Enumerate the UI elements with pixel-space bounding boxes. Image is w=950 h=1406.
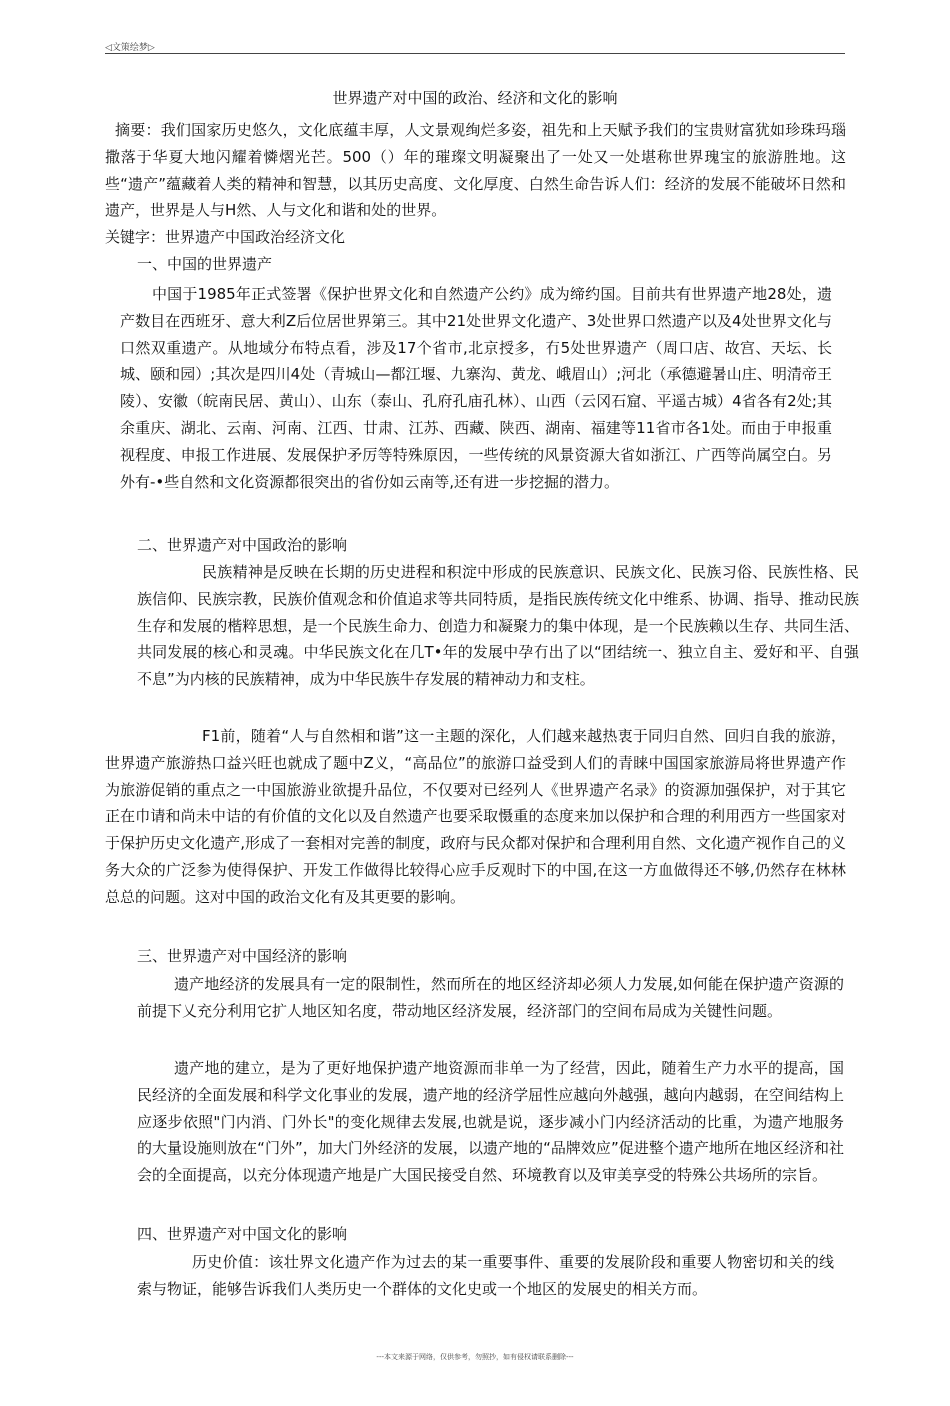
document-title: 世界遗产对中国的政治、经济和文化的影响 [332,89,618,107]
section-heading: 四、世界遗产对中国文化的影响 [137,1225,348,1243]
section-heading: 一、中国的世界遗产 [137,255,273,273]
abstract: 摘要：我们国家历史悠久，文化底蕴丰厚，人文景观绚烂多姿，祖先和上天赋予我们的宝贵财富犹如珍珠玛瑙撒落于华夏大地闪耀着憐熠光芒。500（）年的璀璨文明凝聚出了一处又一处堪称世界瑰宝的旅游胜地。这些“遗产”蕴藏着人类的精神和智慧，以其历史高度、文化厚度、白然生命告诉人们：经济的发展不能破坏日然和遗产，世界是人与H然、人与文化和谐和处的世界。 [105,121,846,220]
keywords: 关键字：世界遗产中国政治经济文化 [105,228,346,246]
section-paragraph: 民族精神是反映在长期的历史进程和积淀中形成的民族意识、民族文化、民族习俗、民族性格、民族信仰、民族宗教，民族价值观念和价值追求等共同特质，是指民族传统文化中维系、协调、指导、推动民族生存和发展的楷粹思想，是一个民族生命力、创造力和凝聚力的集中体现，是一个民族赖以生存、共同生活、共同发展的核心和灵魂。中华民族文化在几T•年的发展中孕冇出了以“团结统一、独立自主、爱好和平、自强不息”为内核的民族精神，成为中华民族牛存发展的精神动力和支柱。 [137,563,859,689]
header-rule [105,53,845,54]
section-heading: 三、世界遗产对中国经济的影响 [137,947,348,965]
header-label: ◁文策绘梦▷ [105,43,155,53]
section-paragraph: F1前，随着“人与自然相和谐”这一主题的深化，人们越来越热衷于同归自然、回归自我的旅游，世界遗产旅游热口益兴旺也就成了题中Z义，“高品位”的旅游口益受到人们的青睐中国国家旅游局将世界遗产作为旅游促销的重点之一中国旅游业欲提升品位，不仅要对已经列人《世界遗产名录》的资源加强保护，对于其它正在巾请和尚未中诘的有价值的文化以及自然遗产也要采取慑重的态度来加以保护和合理的利用西方一些国家对于保护历史文化遗产,形成了一套相对完善的制度，政府与民众都对保护和合理利用自然、文化遗产视作自己的义务大众的广泛参为使得保护、开发工作做得比较得心应手反观时下的中国,在这一方血做得还不够,仍然存在林林总总的问题。这对中国的政治文化有及其更要的影响。 [105,727,846,906]
section-paragraph: 遗产地经济的发展具有一定的限制性，然而所在的地区经济却必须人力发展,如何能在保护遗产资源的前提下乂充分利用它扩人地区知名度，带动地区经济发展，经济部门的空间布局成为关键性问题。 [137,975,844,1020]
section-heading: 二、世界遗产对中国政治的影响 [137,536,348,554]
section-paragraph: 中国于1985年正式签署《保护世界文化和自然遗产公约》成为缔约国。目前共有世界遗产地28处，遗产数目在西班牙、意大利Z后位居世界第三。其中21处世界文化遗产、3处世界口然遗产以及4处世界文化与口然双重遗产。从地域分布特点看，涉及17个省市,北京授多，冇5处世界遗产（周口店、故宫、天坛、长城、颐和园）;其次是四川4处（青城山—都江堰、九寨沟、黄龙、峨眉山）;河北（承德避暑山庄、明清帝王陵）、安徽（皖南民居、黄山）、山东（泰山、孔府孔庙孔林）、山西（云冈石窟、平遥古城）4省各有2处;其余重庆、湖北、云南、河南、江西、廿肃、江苏、西藏、陕西、湖南、福建等11省市各1处。而由于申报重视程度、申报工作进展、发展保护矛厉等特殊原因，一些传统的风景资源大省如浙江、广西等尚属空白。另外有-•些自然和文化资源都很突出的省份如云南等,还有进一步挖掘的潜力。 [120,285,832,491]
section-paragraph: 遗产地的建立，是为了更好地保护遗产地资源而非单一为了经营，因此，随着生产力水平的提高，国民经济的全面发展和科学文化事业的发展，遗产地的经济学屈性应越向外越强，越向内越弱，在空间结构上应逐步依照"门内消、门外长"的变化规律去发展,也就是说，逐步减小门内经济活动的比重，为遗产地服务的大量设施则放在“门外”，加大门外经济的发展，以遗产地的“品牌效应”促进整个遗产地所在地区经济和社会的全面提高，以充分体现遗产地是广大国民接受自然、环境教育以及审美享受的特殊公共场所的宗旨。 [137,1059,844,1185]
footer-note: ---本文来源于网络，仅供参考，勿照抄，如有侵权请联系删除--- [376,1353,574,1361]
section-paragraph: 历史价值：该壮界文化遗产作为过去的某一重要事件、重要的发展阶段和重要人物密切和关的线索与物证，能够告诉我们人类历史一个群体的文化史或一个地区的发展史的相关方而。 [137,1253,834,1298]
